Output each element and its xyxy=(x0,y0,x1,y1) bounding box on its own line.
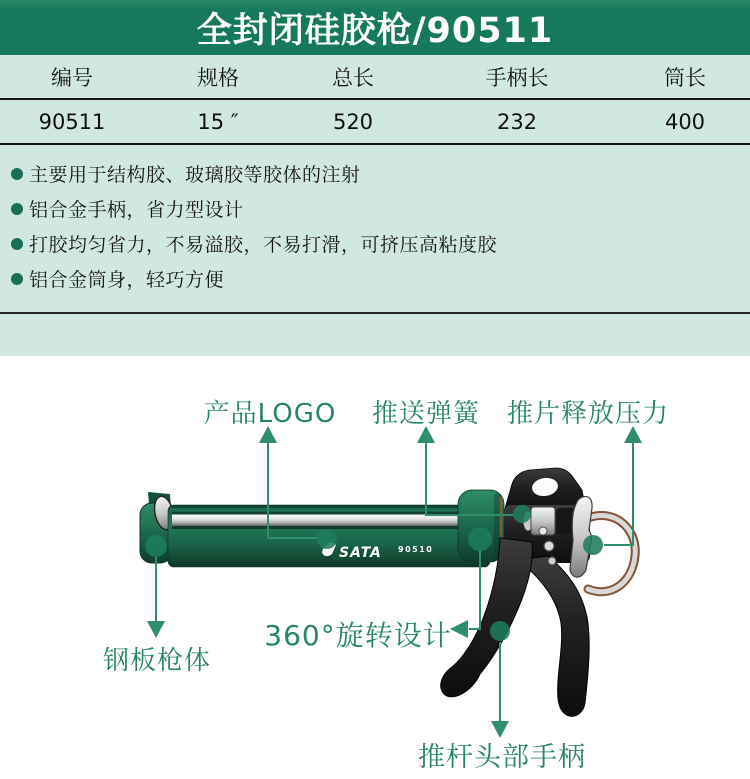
grip-handle xyxy=(518,556,589,716)
callout-dot-rotate-design xyxy=(468,527,492,551)
block-screw xyxy=(539,527,547,535)
column-header: 手柄长 xyxy=(485,65,549,90)
feature-text: 铝合金筒身，轻巧方便 xyxy=(29,269,225,291)
caulking-gun xyxy=(140,468,635,716)
brand-text: SATA xyxy=(339,545,382,561)
pivot-screw xyxy=(548,557,556,565)
barrel-highlight xyxy=(170,508,488,511)
spec-value: 232 xyxy=(496,109,538,134)
page-title: 全封闭硅胶枪/90511 xyxy=(196,10,554,51)
arrow-left-icon xyxy=(450,620,468,638)
callout-dot-steel-body xyxy=(145,535,167,557)
column-header: 规格 xyxy=(197,65,239,90)
spec-value: 400 xyxy=(664,109,706,134)
column-header: 筒长 xyxy=(664,65,706,90)
column-header: 编号 xyxy=(51,65,93,90)
callout-label-push-spring: 推送弹簧 xyxy=(371,399,481,429)
pivot-screw xyxy=(544,541,554,551)
feature-text: 主要用于结构胶、玻璃胶等胶体的注射 xyxy=(29,164,361,186)
model-text: 90510 xyxy=(398,545,434,554)
column-header: 总长 xyxy=(332,65,374,90)
callout-label-product-logo: 产品LOGO xyxy=(203,399,337,429)
callout-label-rotate-design: 360°旋转设计 xyxy=(264,619,452,652)
feature-text: 铝合金手柄，省力型设计 xyxy=(29,199,244,221)
callout-dot-rod-handle xyxy=(490,621,510,641)
spec-value: 520 xyxy=(332,109,374,134)
callout-dot-product-logo xyxy=(317,529,337,549)
spec-value: 15 ″ xyxy=(197,109,239,134)
callout-label-rod-handle: 推杆头部手柄 xyxy=(418,742,586,773)
callout-dot-push-spring xyxy=(513,505,531,523)
arrow-down-icon xyxy=(147,621,165,638)
callout-label-steel-body: 钢板枪体 xyxy=(102,646,212,676)
feature-text: 打胶均匀省力，不易溢胶，不易打滑，可挤压高粘度胶 xyxy=(29,234,498,256)
barrel-groove2 xyxy=(172,526,488,529)
callout-label-release-plate: 推片释放压力 xyxy=(506,399,670,429)
spec-value: 90511 xyxy=(38,109,106,134)
callout-dot-release-plate xyxy=(583,535,603,555)
